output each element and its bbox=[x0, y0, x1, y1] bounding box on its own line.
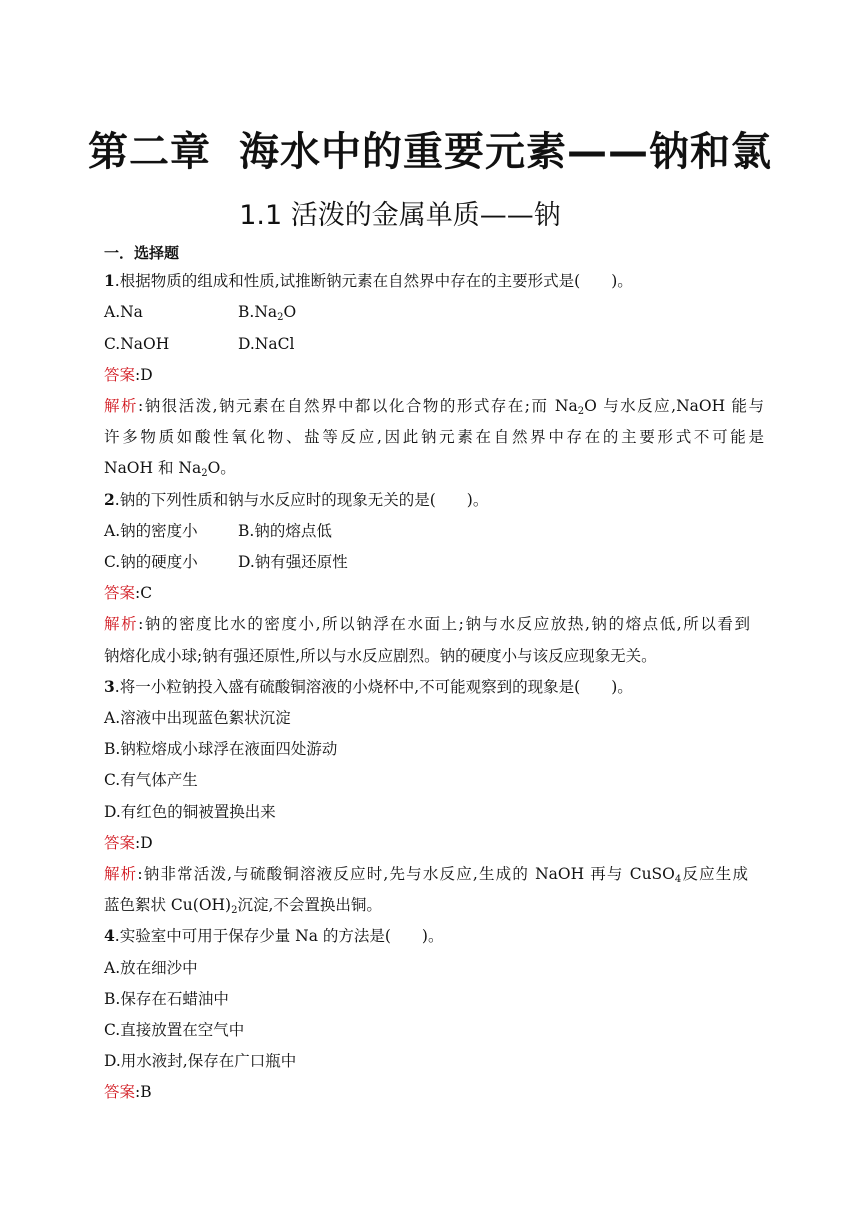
question-2-stem: 2.钠的下列性质和钠与水反应时的现象无关的是( )。 bbox=[104, 490, 489, 509]
section-title: 1.1 活泼的金属单质——钠 bbox=[239, 200, 561, 231]
question-4-option-d: D.用水液封,保存在广口瓶中 bbox=[104, 1052, 297, 1070]
question-3-option-d: D.有红色的铜被置换出来 bbox=[104, 803, 276, 821]
question-3-analysis-line-1: 解析:钠非常活泼,与硫酸铜溶液反应时,先与水反应,生成的 NaOH 再与 CuSO$_4$反应生成 bbox=[104, 865, 748, 885]
question-3-option-a: A.溶液中出现蓝色絮状沉淀 bbox=[104, 709, 291, 727]
chapter-name: 海水中的重要元素——钠和氯 bbox=[239, 129, 772, 175]
question-3-analysis-line-2: 蓝色絮状 $Cu(OH)_2$沉淀,不会置换出铜。 bbox=[104, 896, 382, 916]
question-2-options-cd: C.钠的硬度小 D.钠有强还原性 bbox=[104, 553, 348, 571]
question-2-options-ab: A.钠的密度小 B.钠的熔点低 bbox=[104, 522, 332, 540]
question-1-answer: 答案:D bbox=[104, 366, 153, 384]
question-1-analysis-line-3: NaOH 和 $Na_2O$。 bbox=[104, 459, 236, 479]
question-1-options-ab: A.Na $B.Na_2O$ bbox=[104, 303, 297, 323]
question-4-option-c: C.直接放置在空气中 bbox=[104, 1021, 245, 1039]
question-2-analysis-line-2: 钠熔化成小球;钠有强还原性,所以与水反应剧烈。钠的硬度小与该反应现象无关。 bbox=[104, 647, 657, 665]
question-4-stem: 4.实验室中可用于保存少量 Na 的方法是( )。 bbox=[104, 926, 444, 945]
question-4-option-b: B.保存在石蜡油中 bbox=[104, 990, 229, 1008]
question-1-analysis-line-1: 解析:钠很活泼,钠元素在自然界中都以化合物的形式存在;而 $Na_2O$ 与水反应,NaOH 能与 bbox=[104, 397, 764, 417]
chapter-title bbox=[0, 120, 860, 177]
chapter-number: 第二章 bbox=[88, 129, 211, 175]
question-3-option-b: B.钠粒熔成小球浮在液面四处游动 bbox=[104, 740, 338, 758]
question-2-analysis-line-1: 解析:钠的密度比水的密度小,所以钠浮在水面上;钠与水反应放热,钠的熔点低,所以看到 bbox=[104, 615, 750, 633]
question-4-option-a: A.放在细沙中 bbox=[104, 959, 198, 977]
question-1-stem: 1.根据物质的组成和性质,试推断钠元素在自然界中存在的主要形式是( )。 bbox=[104, 271, 633, 290]
section-label: 一．选择题 bbox=[104, 244, 180, 262]
question-3-stem: 3.将一小粒钠投入盛有硫酸铜溶液的小烧杯中,不可能观察到的现象是( )。 bbox=[104, 677, 633, 696]
question-3-option-c: C.有气体产生 bbox=[104, 771, 198, 789]
question-2-answer: 答案:C bbox=[104, 584, 153, 602]
question-4-answer: 答案:B bbox=[104, 1083, 152, 1101]
question-1-analysis-line-2: 许多物质如酸性氧化物、盐等反应,因此钠元素在自然界中存在的主要形式不可能是 bbox=[104, 428, 764, 446]
question-1-options-cd: C.NaOH D.NaCl bbox=[104, 335, 295, 353]
question-3-answer: 答案:D bbox=[104, 834, 153, 852]
